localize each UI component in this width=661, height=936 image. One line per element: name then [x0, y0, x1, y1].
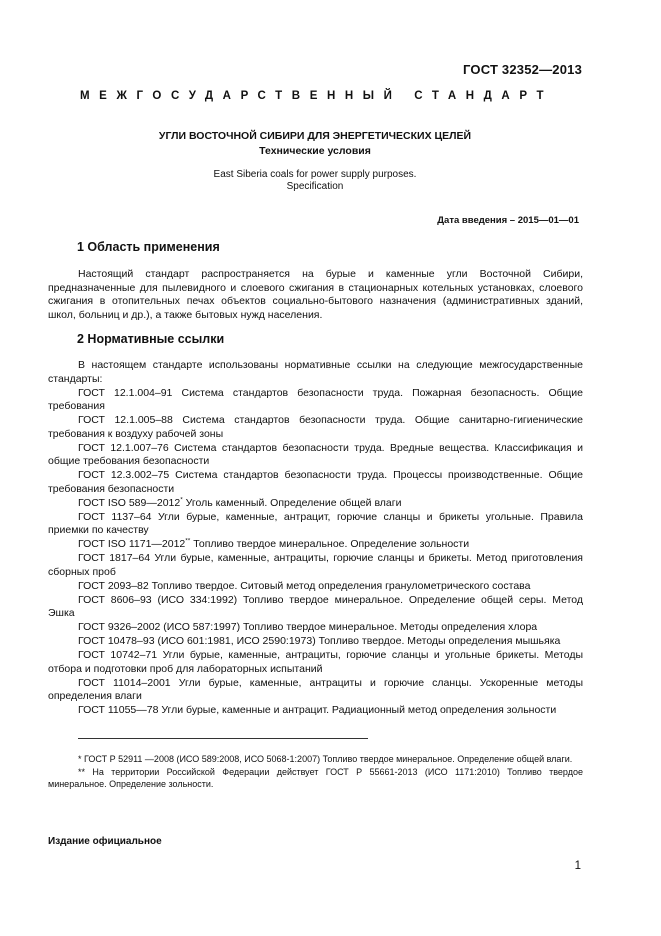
english-subtitle: Specification	[286, 181, 344, 192]
reference-item: ГОСТ 11014–2001 Угли бурые, каменные, антрациты и горючие сланцы. Ускоренные методы определения влаги	[48, 676, 583, 702]
document-title: УГЛИ ВОСТОЧНОЙ СИБИРИ ДЛЯ ЭНЕРГЕТИЧЕСКИХ ЦЕЛЕЙ	[158, 130, 472, 142]
scope-text-block	[48, 268, 583, 322]
reference-item: ГОСТ 10742–71 Угли бурые, каменные, антрациты, горючие сланцы и угольные брикеты. Методы отбора и подготовки проб для лабораторных испытаний	[48, 649, 583, 675]
section-heading-scope: 1 Область применения	[77, 240, 220, 254]
section-heading-references: 2 Нормативные ссылки	[77, 332, 225, 346]
reference-item: ГОСТ 12.1.007–76 Система стандартов безопасности труда. Вредные вещества. Классификация и общие требования безопасности	[48, 441, 583, 467]
gost-code: ГОСТ 32352—2013	[463, 62, 582, 77]
reference-item: ГОСТ 9326–2002 (ИСО 587:1997) Топливо твердое минеральное. Методы определения хлора	[78, 621, 538, 633]
english-title: East Siberia coals for power supply purposes.	[213, 169, 417, 180]
reference-item: ГОСТ 12.1.005–88 Система стандартов безопасности труда. Общие санитарно-гигиенические требования к воздуху рабочей зоны	[48, 414, 583, 440]
reference-item: ГОСТ 10478–93 (ИСО 601:1981, ИСО 2590:1973) Топливо твердое. Методы определения мышьяка	[78, 635, 561, 647]
reference-item: ГОСТ 1817–64 Угли бурые, каменные, антрациты, горючие сланцы и брикеты. Метод приготовления сборных проб	[48, 552, 583, 578]
footnote-mark: **	[185, 537, 191, 545]
footnote-mark: *	[180, 496, 183, 503]
introduction-date: Дата введения – 2015—01—01	[437, 215, 579, 226]
standard-type: МЕЖГОСУДАРСТВЕННЫЙ СТАНДАРТ	[80, 90, 554, 102]
page-number: 1	[574, 860, 581, 872]
document-subtitle: Технические условия	[259, 145, 371, 157]
reference-item: ГОСТ 11055—78 Угли бурые, каменные и антрацит. Радиационный метод определения зольности	[78, 704, 557, 716]
references-list	[48, 359, 583, 718]
footnote-1: * ГОСТ Р 52911 —2008 (ИСО 589:2008, ИСО 5068-1:2007) Топливо твердое минеральное. Определение общей влаги.	[78, 754, 573, 764]
reference-item: ГОСТ ISO 1171—2012** Топливо твердое минеральное. Определение зольности	[78, 537, 470, 550]
reference-item: ГОСТ 2093–82 Топливо твердое. Ситовый метод определения гранулометрического состава	[78, 579, 531, 592]
footnotes	[48, 753, 583, 791]
reference-item: ГОСТ ISO 589—2012* Уголь каменный. Определение общей влаги	[78, 496, 402, 509]
references-intro: В настоящем стандарте использованы нормативные ссылки на следующие межгосударственные стандарты:	[48, 359, 583, 385]
scope-paragraph: Настоящий стандарт распространяется на бурые и каменные угли Восточной Сибири, предназначенные для пылевидного и слоевого сжигания в стационарных котельных установках, слоевого сжигания в отопительных печах объектов социально-бытового назначения (административных зданий, школ, больниц и др.), а также бытовых нужд населения.	[48, 268, 583, 321]
reference-item: ГОСТ 1137–64 Угли бурые, каменные, антрацит, горючие сланцы и брикеты угольные. Правила приемки по качеству	[48, 510, 583, 536]
reference-item: ГОСТ 8606–93 (ИСО 334:1992) Топливо твердое минеральное. Определение общей серы. Метод Эшка	[48, 593, 583, 619]
reference-item: ГОСТ 12.3.002–75 Система стандартов безопасности труда. Процессы производственные. Общие требования безопасности	[48, 469, 583, 495]
footnote-2: ** На территории Российской Федерации действует ГОСТ Р 55661-2013 (ИСО 1171:2010) Топливо твердое минеральное. Определение зольности.	[48, 767, 583, 789]
footnote-divider	[78, 738, 368, 739]
official-edition-label: Издание официальное	[48, 836, 162, 847]
reference-item: ГОСТ 12.1.004–91 Система стандартов безопасности труда. Пожарная безопасность. Общие требования	[48, 386, 583, 412]
